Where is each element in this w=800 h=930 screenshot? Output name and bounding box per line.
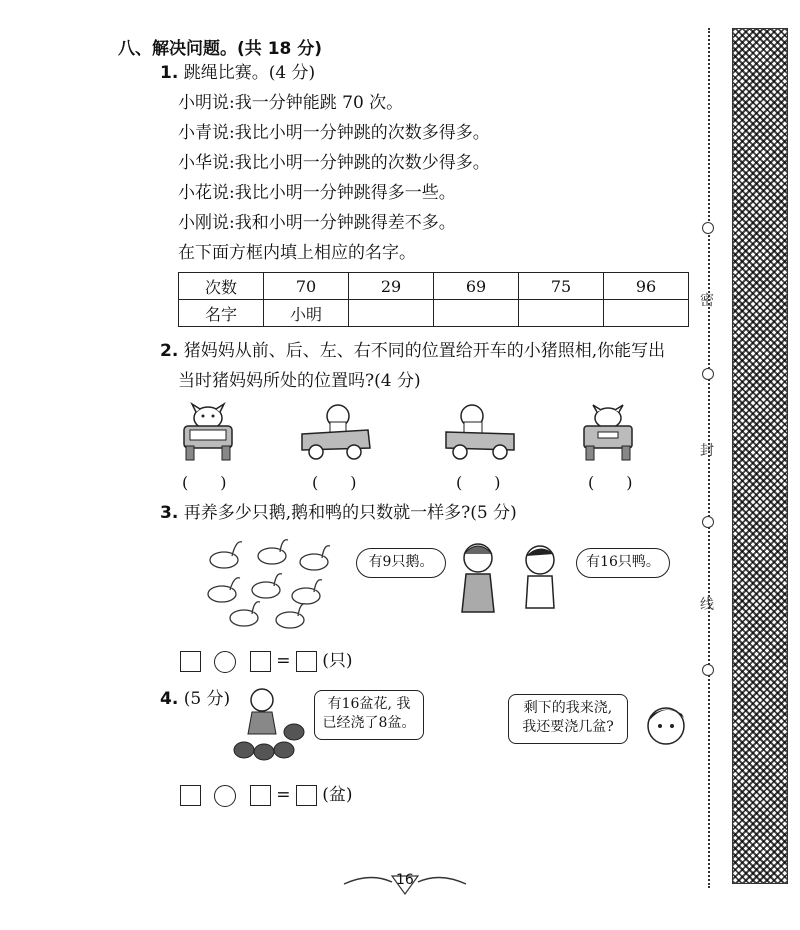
answer-blank[interactable]: ( ) xyxy=(456,473,501,492)
table-cell: 名字 xyxy=(179,300,264,327)
unit-label: (只) xyxy=(322,651,353,671)
unit-label: (盆) xyxy=(322,785,353,805)
speech-bubble: 有16只鸭。 xyxy=(576,548,670,578)
speech-bubble xyxy=(314,690,424,740)
bubble-line: 剩下的我来浇, xyxy=(523,700,613,716)
operator-circle[interactable] xyxy=(214,651,236,673)
binding-ring xyxy=(702,222,714,234)
q1-title: 跳绳比赛。(4 分) xyxy=(183,63,316,83)
answer-box[interactable] xyxy=(180,785,201,806)
pig-car-back-illustration xyxy=(578,402,638,464)
geese-illustration xyxy=(198,534,338,630)
q3-title: 再养多少只鹅,鹅和鸭的只数就一样多?(5 分) xyxy=(183,503,517,523)
q1-line: 小刚说:我和小明一分钟跳得差不多。 xyxy=(178,213,456,233)
operator-circle[interactable] xyxy=(214,785,236,807)
q2-text: 猪妈妈从前、后、左、右不同的位置给开车的小猪照相,你能写出 xyxy=(183,341,666,361)
table-cell: 75 xyxy=(519,273,604,300)
page-number: 16 xyxy=(396,872,414,888)
side-char: 封 xyxy=(700,443,714,459)
answer-cell[interactable] xyxy=(604,300,689,327)
answer-box[interactable] xyxy=(250,785,271,806)
q2-line2: 当时猪妈妈所处的位置吗?(4 分) xyxy=(178,371,421,391)
q3-number: 3. xyxy=(160,503,179,523)
table-cell: 70 xyxy=(264,273,349,300)
table-row xyxy=(179,300,689,327)
q4-number: 4. xyxy=(160,689,179,709)
pig-car-side-illustration xyxy=(298,402,374,464)
table-cell: 96 xyxy=(604,273,689,300)
q1-heading xyxy=(160,62,315,84)
q4-title: (5 分) xyxy=(183,689,231,709)
q3-equation xyxy=(180,650,353,673)
side-char: 密 xyxy=(700,293,714,309)
pig-car-side-illustration xyxy=(442,402,518,464)
q4-equation xyxy=(180,784,353,807)
bubble-line: 已经浇了8盆。 xyxy=(322,715,416,731)
binding-ring xyxy=(702,664,714,676)
table-cell: 次数 xyxy=(179,273,264,300)
q1-line: 小明说:我一分钟能跳 70 次。 xyxy=(178,93,404,113)
answer-box[interactable] xyxy=(296,785,317,806)
boy-illustration xyxy=(642,700,692,756)
q1-line: 小华说:我比小明一分钟跳的次数少得多。 xyxy=(178,153,490,173)
answer-blank[interactable]: ( ) xyxy=(182,473,227,492)
answer-cell[interactable] xyxy=(434,300,519,327)
table-row xyxy=(179,273,689,300)
watering-girl-illustration xyxy=(232,684,308,764)
table-cell: 29 xyxy=(349,273,434,300)
answer-box[interactable] xyxy=(296,651,317,672)
answer-blank[interactable]: ( ) xyxy=(588,473,633,492)
q2-line1 xyxy=(160,340,665,362)
q3-heading xyxy=(160,502,517,524)
answer-box[interactable] xyxy=(250,651,271,672)
q1-line: 在下面方框内填上相应的名字。 xyxy=(178,243,416,263)
q1-line: 小青说:我比小明一分钟跳的次数多得多。 xyxy=(178,123,490,143)
equals-sign: = xyxy=(276,785,291,805)
table-cell: 小明 xyxy=(264,300,349,327)
q2-number: 2. xyxy=(160,341,179,361)
jump-count-table xyxy=(178,272,689,327)
binding-ring xyxy=(702,516,714,528)
side-char: 线 xyxy=(700,597,714,613)
bubble-line: 我还要浇几盆? xyxy=(522,719,614,735)
answer-cell[interactable] xyxy=(349,300,434,327)
girl-illustration xyxy=(452,540,504,616)
q1-line: 小花说:我比小明一分钟跳得多一些。 xyxy=(178,183,456,203)
answer-cell[interactable] xyxy=(519,300,604,327)
speech-bubble xyxy=(508,694,628,744)
pig-car-front-illustration xyxy=(178,402,238,464)
q1-number: 1. xyxy=(160,63,179,83)
boy-illustration xyxy=(516,542,566,614)
section-title: 八、解决问题。(共 18 分) xyxy=(118,39,323,59)
answer-blank[interactable]: ( ) xyxy=(312,473,357,492)
q4-heading xyxy=(160,688,230,710)
answer-box[interactable] xyxy=(180,651,201,672)
binding-ring xyxy=(702,368,714,380)
bubble-line: 有16盆花, 我 xyxy=(327,696,411,712)
equals-sign: = xyxy=(276,651,291,671)
speech-bubble: 有9只鹅。 xyxy=(356,548,446,578)
decorative-border-pattern xyxy=(732,28,788,884)
table-cell: 69 xyxy=(434,273,519,300)
